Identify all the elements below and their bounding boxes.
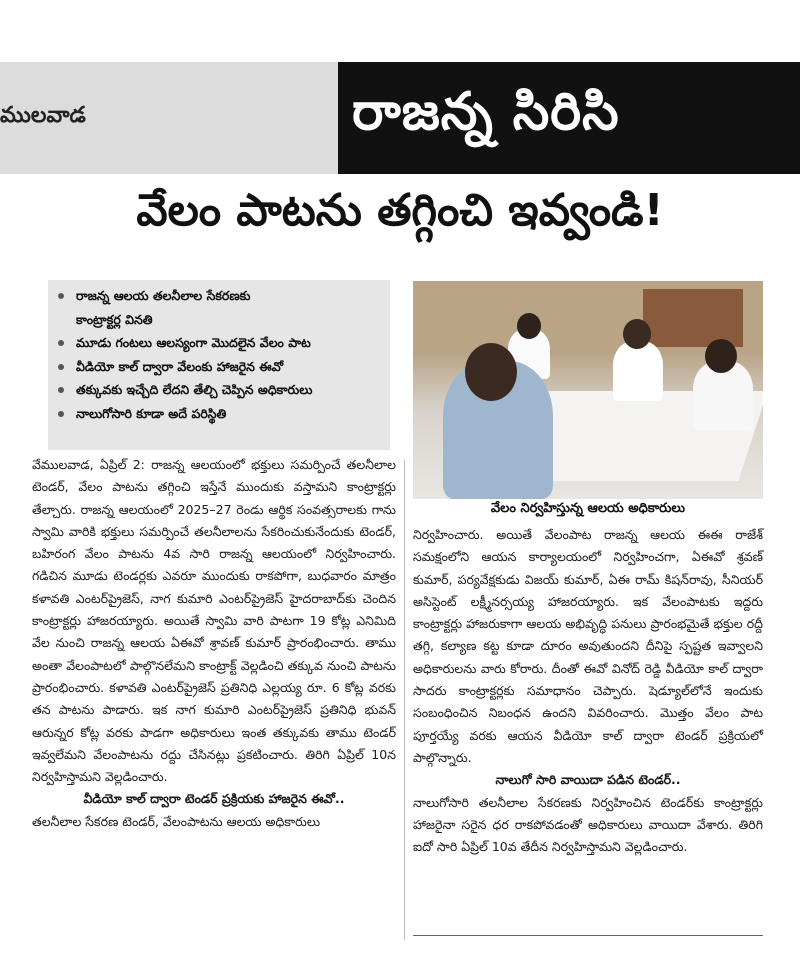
masthead-brand: రాజన్న సిరిసి (352, 81, 620, 142)
article-paragraph: నిర్వహించారు. అయితే వేలంపాట రాజన్న ఆలయ ఈఈ రాజేశ్ సమక్షంలోని ఆయన కార్యాలయంలో నిర్వహించగా, ఏఈవో శ్రవణ్ కుమార్, పర్యవేక్షకుడు విజయ్ కుమార్, ఏఈ రామ్ కిషన్‌రావు, సీనియర్ అసిస్టెంట్ లక్ష్మీనర్సయ్య హాజరయ్యారు. ఇక వేలంపాటకు ఇద్దరు కాంట్రాక్టర్లు హాజరుకాగా ఆలయ అభివృద్ధి పనులు ప్రారంభమైతే భక్తుల రద్దీ తగ్గి, కల్యాణ కట్ట కూడా దూరం అవుతుందని దీనిపై స్పష్టత ఇవ్వాలని అధికారులను వారు కోరారు. దీంతో ఈవో వినోద్ రెడ్డి వీడియో కాల్ ద్వారా సాదరు కాంట్రాక్టర్లకు సమాధానం చెప్పారు. షెడ్యూల్‌లోనే ఇందుకు సంబంధించిన నిబంధన ఉందని వివరించారు. మొత్తం వేలం పాట పూర్తయ్యే వరకు ఆయన వీడియో కాల్ ద్వారా టెండర్ ప్రక్రియలో పాల్గొన్నారు. (413, 527, 763, 765)
photo-board (643, 289, 743, 347)
article-paragraph: వేములవాడ, ఏప్రిల్ 2: రాజన్న ఆలయంలో భక్తులు సమర్పించే తలనీలాల టెండర్, వేలం పాటను తగ్గించి ఇస్తేనే ముందుకు వస్తామని కాంట్రాక్టర్లు తేల్చారు. రాజన్న ఆలయంలో 2025–27 రెండు ఆర్థిక సంవత్సరాలకు గాను స్వామి వారికి భక్తులు సమర్పించే తలనీలాలను సేకరించుకునేందుకు టెండర్, బహిరంగ వేలం పాటను 4వ సారి రాజన్న ఆలయంలో నిర్వహించారు. గడిచిన మూడు టెండర్లకు ఎవరూ ముందుకు రాకపోగా, బుధవారం మాత్రం కళావతి ఎంటర్‌ప్రైజెస్, నాగ కుమారి ఎంటర్‌ప్రైజెస్ హైదరాబాద్‌కు చెందిన కాంట్రాక్టర్లు హాజరయ్యారు. అయితే స్వామి వారి పాటగా 19 కోట్ల ఎనిమిది వేల నుంచి రాజన్న ఆలయ ఏఈవో శ్రావణ్ కుమార్ ప్రారంభించారు. తాము అంతా వేలంపాటలో పాల్గొనలేమని కాంట్రాక్ట్ వెల్లడించి తక్కువ నుంచి పాటను ప్రారంభించారు. కళావతి ఎంటర్‌ప్రైజెస్ ప్రతినిధి ఎల్లయ్య రూ. 6 కోట్ల వరకు తన పాటను పాడారు. ఇక నాగ కుమారి ఎంటర్‌ప్రైజెస్ ప్రతినిధి భువన్ ఆరున్నర కోట్ల వరకు పాడగా అధికారులు ఇంత తక్కువకు తాము టెండర్ ఇవ్వలేమని వేలంపాటను రద్దు చేసినట్లు ప్రకటించారు. తిరిగి ఏప్రిల్ 10న నిర్వహిస్తామని వెల్లడించారు. (32, 457, 396, 785)
highlight-item: రాజన్న ఆలయ తలనీలాల సేకరణకు కాంట్రాక్టర్ల వినతి (54, 284, 384, 331)
column-divider (404, 460, 405, 940)
highlight-item: వీడియో కాల్ ద్వారా వేలంకు హాజరైన ఈవో (54, 355, 384, 379)
article-subheading: వీడియో కాల్ ద్వారా టెండర్ ప్రక్రియకు హాజరైన ఈవో.. (83, 791, 345, 807)
bullet-icon (58, 411, 64, 417)
photo-person-head (517, 313, 541, 339)
masthead (0, 62, 800, 174)
bullet-icon (58, 364, 64, 370)
headline: వేలం పాటను తగ్గించి ఇవ్వండి! (136, 185, 664, 236)
highlights-list (54, 284, 384, 425)
article-column-right (413, 524, 763, 858)
photo-person (613, 341, 663, 401)
bullet-icon (58, 387, 64, 393)
photo-person-head (705, 339, 737, 373)
article-paragraph: తలనీలాల సేకరణ టెండర్, వేలంపాటను ఆలయ అధికారులు (32, 813, 321, 829)
article-paragraph: నాలుగోసారి తలనీలాల సేకరణకు నిర్వహించిన టెండర్‌కు కాంట్రాక్టర్లు హాజరైనా సరైన ధర రాకపోవడంతో అధికారులు వాయిదా వేశారు. తిరిగి ఐదో సారి ఏప్రిల్ 10వ తేదీన నిర్వహిస్తామని వెల్లడించారు. (413, 794, 763, 855)
article-column-left (32, 454, 396, 833)
masthead-brand-panel (338, 62, 800, 174)
highlight-item: మూడు గంటలు ఆలస్యంగా మొదలైన వేలం పాట (54, 331, 384, 355)
news-photo (413, 281, 763, 499)
photo-person-head (623, 319, 651, 349)
masthead-place-panel (0, 62, 338, 174)
highlight-item: నాలుగోసారి కూడా అదే పరిస్థితి (54, 402, 384, 426)
highlights-box (48, 280, 390, 450)
photo-caption: వేలం నిర్వహిస్తున్న ఆలయ అధికారులు (490, 501, 686, 516)
highlight-item: తక్కువకు ఇచ్చేది లేదని తేల్చి చెప్పిన అధికారులు (54, 378, 384, 402)
bottom-rule (413, 935, 763, 936)
bullet-icon (58, 340, 64, 346)
masthead-place: ములవాడ (0, 103, 86, 128)
bullet-icon (58, 293, 64, 299)
article-subheading: నాలుగో సారి వాయిదా పడిన టెండర్.. (495, 772, 681, 788)
photo-person-head (465, 343, 517, 401)
